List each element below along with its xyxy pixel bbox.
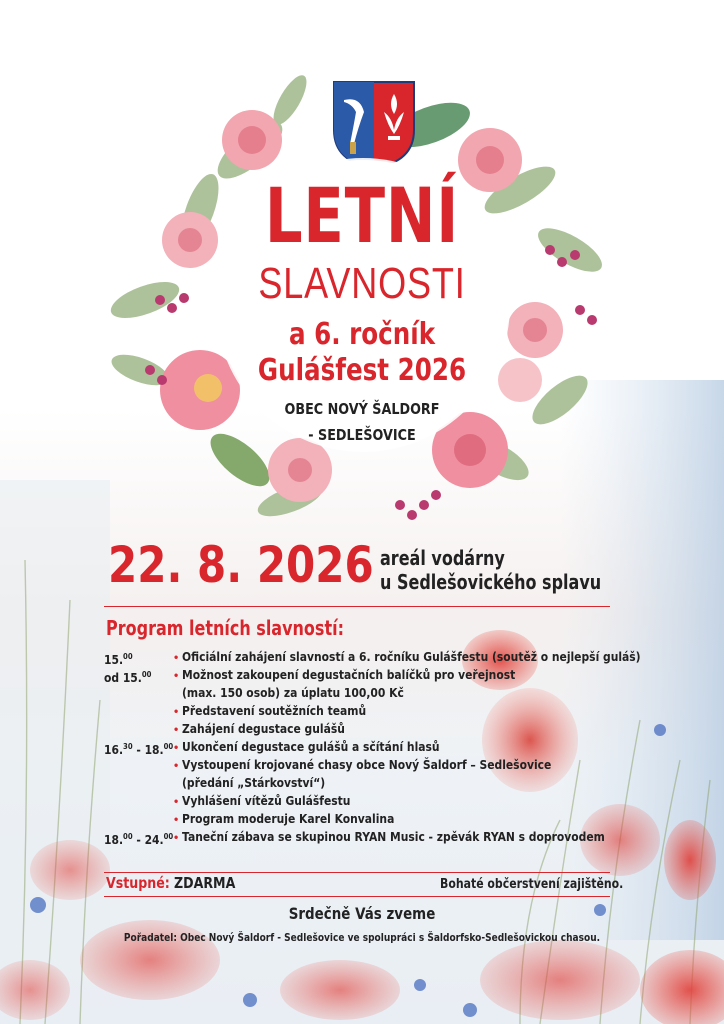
- entry-label: Vstupné:: [106, 874, 170, 892]
- time-end-minutes: 00: [163, 832, 174, 841]
- invitation: Srdečně Vás zveme: [288, 904, 436, 923]
- program-row: [104, 666, 624, 684]
- program-bullet: •: [174, 722, 179, 736]
- event-place-line-1: areál vodárny: [380, 546, 505, 570]
- time-start: 15.: [104, 652, 124, 667]
- program-row: [104, 684, 624, 702]
- program-item: Ukončení degustace gulášů a sčítání hlasů: [182, 739, 440, 754]
- time-end-minutes: 00: [163, 742, 174, 751]
- program-item: Program moderuje Karel Konvalina: [182, 811, 395, 826]
- program-bullet: •: [174, 758, 179, 772]
- program-bullet: •: [174, 704, 179, 718]
- program-item: Oficiální zahájení slavností a 6. ročníku Gulášfestu (soutěž o nejlepší guláš): [182, 649, 641, 664]
- program-row: [104, 774, 624, 792]
- program-time: [104, 828, 174, 849]
- divider-middle: [104, 872, 610, 873]
- venue-line-2: - SEDLEŠOVICE: [308, 426, 416, 444]
- program-item: Taneční zábava se skupinou RYAN Music - zpěvák RYAN s doprovodem: [182, 829, 605, 844]
- program-row: [104, 756, 624, 774]
- program-row: [104, 720, 624, 738]
- organizer-note: Pořadatel: Obec Nový Šaldorf - Sedlešovice ve spolupráci s Šaldorfsko-Sedlešovickou chasou.: [123, 931, 601, 944]
- program-list: [104, 648, 641, 847]
- program-item: Zahájení degustace gulášů: [182, 721, 345, 736]
- program-item: (max. 150 osob) za úplatu 100,00 Kč: [182, 685, 404, 700]
- program-row: [104, 810, 624, 828]
- title-edition: a 6. ročník: [288, 317, 436, 352]
- program-row: [104, 738, 624, 756]
- event-place-line-2: u Sedlešovického splavu: [380, 570, 602, 594]
- time-start: 18.: [104, 832, 124, 847]
- program-bullet: •: [174, 668, 179, 682]
- time-start: od 15.: [104, 670, 142, 685]
- program-bullet: •: [174, 794, 179, 808]
- time-start-minutes: 00: [141, 670, 152, 679]
- program-item: Představení soutěžních teamů: [182, 703, 367, 718]
- program-row: [104, 702, 624, 720]
- entry-value: ZDARMA: [174, 874, 236, 892]
- program-bullet: •: [174, 650, 179, 664]
- program-bullet: •: [174, 812, 179, 826]
- time-start: 16.: [104, 742, 124, 757]
- program-row: [104, 792, 624, 810]
- program-bullet: •: [174, 830, 179, 844]
- title-sub: SLAVNOSTI: [258, 259, 466, 308]
- title-main: LETNÍ: [264, 171, 460, 260]
- time-start-minutes: 00: [123, 832, 133, 841]
- program-row: [104, 828, 624, 846]
- event-date: 22. 8. 2026: [108, 536, 374, 594]
- venue-line-1: OBEC NOVÝ ŠALDORF: [284, 400, 440, 418]
- coat-of-arms-icon: [330, 78, 418, 170]
- time-start-minutes: 00: [123, 652, 133, 661]
- time-end: - 18.: [132, 742, 164, 757]
- program-row: [104, 648, 641, 667]
- program-heading: Program letních slavností:: [106, 616, 344, 640]
- program-item: Vystoupení krojované chasy obce Nový Šaldorf – Sedlešovice: [182, 757, 552, 772]
- program-bullet: •: [174, 740, 179, 754]
- program-item: Možnost zakoupení degustačních balíčků pro veřejnost: [182, 667, 516, 682]
- program-item: (předání „Stárkovství“): [182, 775, 326, 790]
- divider-top: [104, 606, 610, 607]
- divider-bottom: [104, 896, 610, 897]
- title-festival: Gulášfest 2026: [257, 353, 467, 388]
- program-item: Vyhlášení vítězů Gulášfestu: [182, 793, 351, 808]
- time-start-minutes: 30: [123, 742, 133, 751]
- time-end: - 24.: [132, 832, 164, 847]
- refreshments-note: Bohaté občerstvení zajištěno.: [440, 877, 624, 892]
